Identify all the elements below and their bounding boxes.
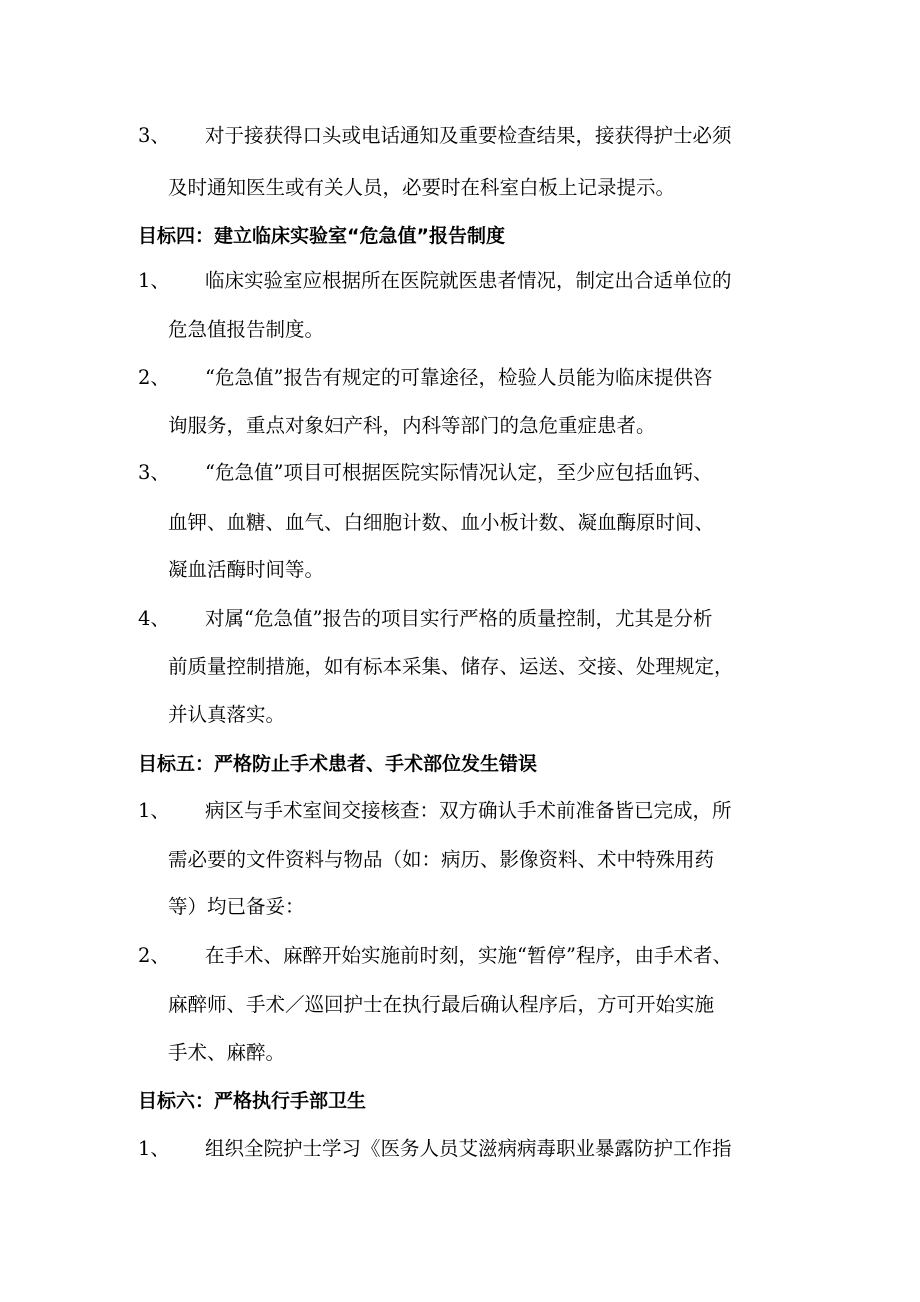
item-text-line: 血钾、血糖、血气、白细胞计数、血小板计数、凝血酶原时间、 — [168, 511, 715, 534]
item-number: 3、 — [138, 461, 170, 484]
section-heading: 目标五：严格防止手术患者、手术部位发生错误 — [138, 753, 538, 775]
item-text-line: 凝血活酶时间等。 — [168, 558, 325, 581]
item-text-line: “危急值”报告有规定的可靠途径，检验人员能为临床提供咨 — [205, 366, 713, 389]
item-number: 1、 — [138, 799, 170, 822]
item-text-line: 询服务，重点对象妇产科，内科等部门的急危重症患者。 — [168, 414, 656, 437]
item-number: 3、 — [138, 124, 170, 147]
item-number: 4、 — [138, 607, 170, 630]
item-text-line: 麻醉师、手术／巡回护士在执行最后确认程序后，方可开始实施 — [168, 993, 715, 1016]
item-text-line: 手术、麻醉。 — [168, 1041, 286, 1064]
item-text-line: 等）均已备妥： — [168, 895, 305, 918]
item-text-line: 需必要的文件资料与物品（如：病历、影像资料、术中特殊用药 — [168, 848, 715, 871]
item-text-line: 对于接获得口头或电话通知及重要检查结果，接获得护士必须 — [205, 124, 732, 147]
item-text-line: 及时通知医生或有关人员，必要时在科室白板上记录提示。 — [168, 176, 676, 199]
item-number: 2、 — [138, 944, 170, 967]
item-text-line: 并认真落实。 — [168, 703, 286, 726]
item-text-line: 对属“危急值”报告的项目实行严格的质量控制，尤其是分析 — [205, 607, 713, 630]
section-heading: 目标四：建立临床实验室“危急值”报告制度 — [138, 225, 505, 247]
item-text-line: 前质量控制措施，如有标本采集、储存、运送、交接、处理规定， — [168, 655, 734, 678]
item-text-line: “危急值”项目可根据医院实际情况认定，至少应包括血钙、 — [205, 461, 713, 484]
item-text-line: 组织全院护士学习《医务人员艾滋病病毒职业暴露防护工作指 — [205, 1137, 732, 1160]
section-heading: 目标六：严格执行手部卫生 — [138, 1090, 367, 1112]
item-text-line: 临床实验室应根据所在医院就医患者情况，制定出合适单位的 — [205, 269, 732, 292]
item-number: 1、 — [138, 1137, 170, 1160]
item-text-line: 在手术、麻醉开始实施前时刻，实施“暂停”程序，由手术者、 — [205, 944, 732, 967]
item-text-line: 病区与手术室间交接核查：双方确认手术前准备皆已完成，所 — [205, 799, 732, 822]
item-number: 1、 — [138, 269, 170, 292]
item-text-line: 危急值报告制度。 — [168, 318, 325, 341]
item-number: 2、 — [138, 366, 170, 389]
